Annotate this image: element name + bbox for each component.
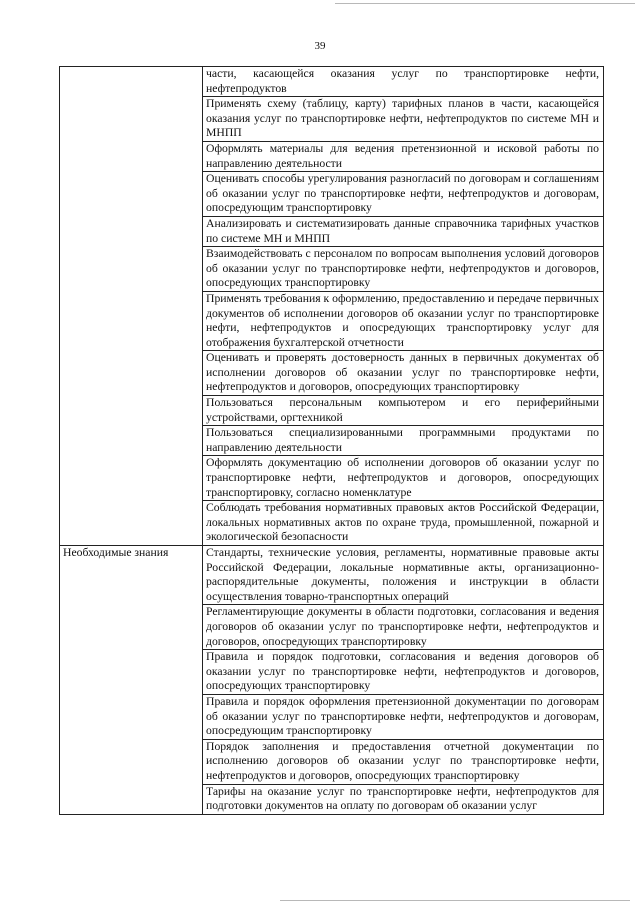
skill-item: Оформлять материалы для ведения претензионной и исковой работы по направлению деятельности: [203, 141, 604, 171]
skill-item: Анализировать и систематизировать данные справочника тарифных участков по системе МН и МНПП: [203, 216, 604, 246]
skill-item: Оценивать и проверять достоверность данных в первичных документах об исполнении договоров об оказании услуг по транспортировке нефти, нефтепродуктов и договоров, опосредующих транспортировку: [203, 351, 604, 396]
scan-edge-top: [335, 3, 635, 4]
scan-edge-bottom: [280, 900, 630, 901]
table-row: [60, 546, 604, 605]
skill-item: Применять требования к оформлению, предоставлению и передаче первичных документов об исполнении договоров об оказании услуг по транспортировке нефти, нефтепродуктов и опосредующих транспортировку услуг для отображения бухгалтерской отчетности: [203, 291, 604, 350]
page-number: 39: [314, 40, 326, 52]
knowledge-item: Стандарты, технические условия, регламенты, нормативные правовые акты Российской Федерации, локальные нормативные акты, организационно-распорядительные документы, положения и инструкции в области осуществления товарно-транспортных операций: [203, 546, 604, 605]
skill-item: Взаимодействовать с персоналом по вопросам выполнения условий договоров об оказании услуг по транспортировке нефти, нефтепродуктов и договоров, опосредующих транспортировку: [203, 247, 604, 292]
knowledge-item: Тарифы на оказание услуг по транспортировке нефти, нефтепродуктов для подготовки документов на оплату по договорам об оказании услуг: [203, 784, 604, 814]
skill-item: Пользоваться персональным компьютером и его периферийными устройствами, оргтехникой: [203, 396, 604, 426]
knowledge-label-cell: [60, 546, 203, 815]
knowledge-item: Правила и порядок подготовки, согласования и ведения договоров об оказании услуг по транспортировке нефти, нефтепродуктов и договоров, опосредующих транспортировку: [203, 650, 604, 695]
knowledge-item: Регламентирующие документы в области подготовки, согласования и ведения договоров об оказании услуг по транспортировке нефти, нефтепродуктов и договоров, опосредующих транспортировку: [203, 605, 604, 650]
knowledge-item: Правила и порядок оформления претензионной документации по договорам об оказании услуг по транспортировке нефти, нефтепродуктов и договорам, опосредующим транспортировку: [203, 694, 604, 739]
table-row: [60, 67, 604, 97]
skill-item: Применять схему (таблицу, карту) тарифных планов в части, касающейся оказания услуг по транспортировке нефти, нефтепродуктов по системе МН и МНПП: [203, 97, 604, 142]
skill-item: части, касающейся оказания услуг по транспортировке нефти, нефтепродуктов: [203, 67, 604, 97]
skill-item: Оформлять документацию об исполнении договоров об оказании услуг по транспортировке нефти, нефтепродуктов и договоров, опосредующих транспортировку, согласно номенклатуре: [203, 456, 604, 501]
skills-label-cell: [60, 67, 203, 546]
knowledge-item: Порядок заполнения и предоставления отчетной документации по исполнению договоров об оказании услуг по транспортировке нефти, нефтепродуктов и договоров, опосредующих транспортировку: [203, 739, 604, 784]
skill-item: Пользоваться специализированными программными продуктами по направлению деятельности: [203, 426, 604, 456]
knowledge-label: Необходимые знания: [63, 546, 169, 559]
skill-item: Оценивать способы урегулирования разногласий по договорам и соглашениям об оказании услуг по транспортировке нефти, нефтепродуктов и договорам, опосредующим транспортировку: [203, 172, 604, 217]
competency-table: [59, 66, 604, 815]
skill-item: Соблюдать требования нормативных правовых актов Российской Федерации, локальных нормативных актов по охране труда, промышленной, пожарной и экологической безопасности: [203, 501, 604, 546]
